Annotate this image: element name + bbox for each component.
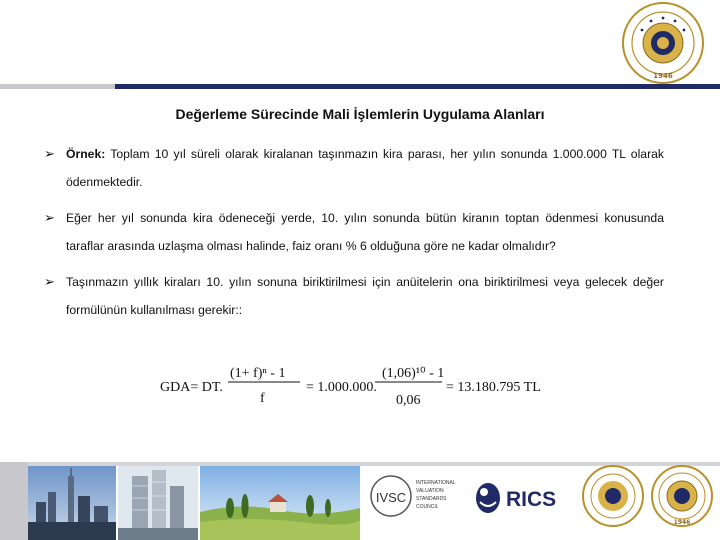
gold-seal-logo [583,466,643,526]
arrow-bullet-icon: ➢ [44,146,55,161]
university-seal-small-logo [652,466,712,526]
formula-lhs: GDA= DT. [160,380,223,395]
header-rule [0,84,720,89]
bullet-text: Toplam 10 yıl süreli olarak kiralanan taşınmazın kira parası, her yılın sonunda 1.000.000 TL olarak ödenmektedir. [66,147,664,189]
landscape-photo [200,462,360,540]
rics-logo [476,483,556,513]
city-skyline-photo [28,462,116,540]
partner-logos [360,462,720,540]
bullet-lead: Örnek: [66,147,106,161]
arrow-bullet-icon: ➢ [44,274,55,289]
future-value-formula [160,360,560,410]
header-rule-grey [0,84,115,89]
formula-result: = 13.180.795 TL [446,380,541,395]
bullet-list [44,140,664,324]
university-seal-logo [622,2,704,84]
arrow-bullet-icon: ➢ [44,210,55,225]
bullet-item [44,268,664,324]
slide-title: Değerleme Sürecinde Mali İşlemlerin Uygulama Alanları [175,106,545,122]
bullet-item [44,140,664,196]
ivsc-line-4: COUNCIL [416,504,439,510]
footer-seal-year: 1946 [673,519,691,526]
bullet-text: Taşınmazın yıllık kiraları 10. yılın sonuna biriktirilmesi için anüitelerin ona biriktirilmesi veya gelecek değer formülünün kullanılması gerekir:: [66,275,664,317]
formula-denominator-1: f [260,391,265,406]
ivsc-logo [371,476,456,516]
formula-numerator-1: (1+ f)ⁿ - 1 [230,366,286,381]
rics-text: RICS [506,488,557,511]
footer-left-bar [0,462,28,540]
formula-numerator-2: (1,06)¹⁰ - 1 [382,366,445,381]
ivsc-line-1: INTERNATIONAL [416,480,456,486]
header-rule-navy [115,84,720,89]
seal-year-text: 1946 [653,72,673,80]
bullet-item [44,204,664,260]
footer-band [0,462,720,540]
ivsc-line-3: STANDARDS [416,496,447,502]
formula-denominator-2: 0,06 [396,393,421,408]
towers-photo [118,462,198,540]
bullet-text: Eğer her yıl sonunda kira ödeneceği yerde, 10. yılın sonunda bütün kiranın toptan ödenmesi konusunda taraflar arasında uzlaşma olması halinde, faiz oranı % 6 olduğuna göre ne kadar olmalıdır? [66,211,664,253]
ivsc-abbr: IVSC [375,490,407,505]
formula-eq1: = 1.000.000. [306,380,377,395]
ivsc-line-2: VALUATION [416,488,444,494]
